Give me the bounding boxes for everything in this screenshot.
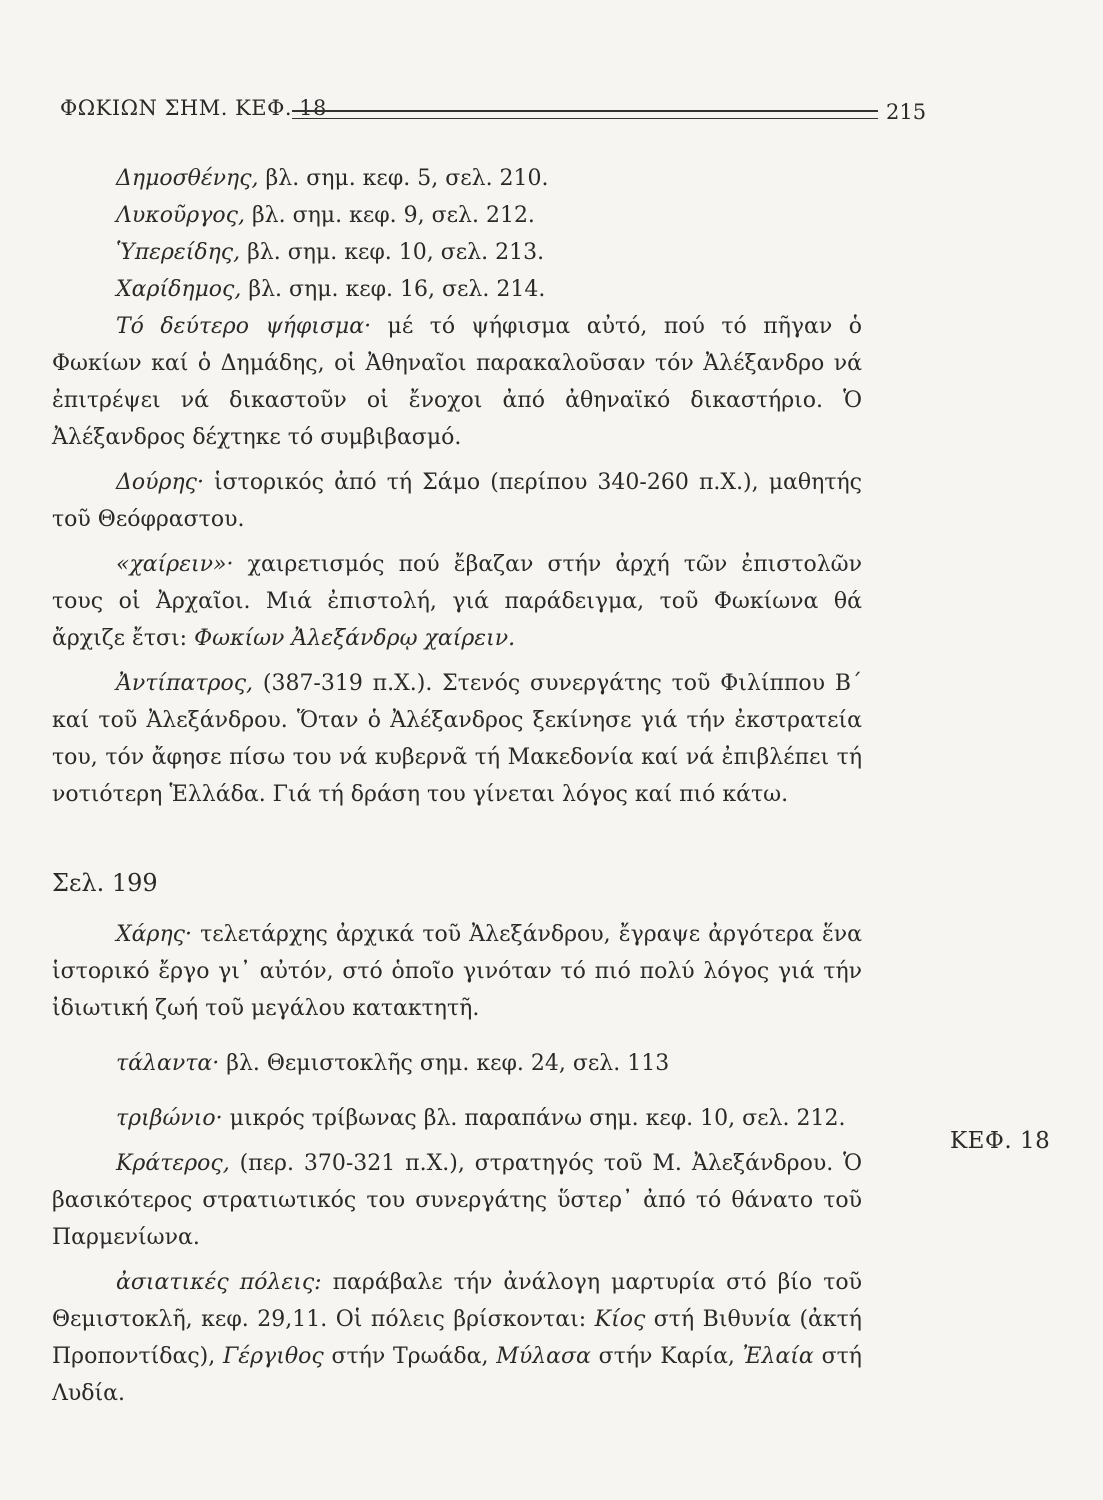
note-entry — [52, 308, 862, 456]
running-title: ΦΩΚΙΩΝ ΣΗΜ. ΚΕΦ. 18 — [60, 96, 327, 120]
note-term: Χαρίδημος, — [116, 277, 242, 302]
header-rule — [292, 110, 878, 119]
note-entry — [52, 464, 862, 538]
note-entry — [52, 271, 862, 308]
note-entry — [52, 665, 862, 813]
page-number: 215 — [886, 100, 927, 124]
note-entry — [52, 1145, 862, 1256]
note-text: βλ. σημ. κεφ. 9, σελ. 212. — [244, 203, 535, 228]
note-term: Χάρης· — [116, 922, 192, 947]
note-text: χαιρετισμός πού ἔβαζαν στήν ἀρχή τῶν ἐπιστολῶν τους οἱ Ἀρχαῖοι. Μιά ἐπιστολή, γιά παράδειγμα, τοῦ Φωκίωνα θά ἄρχιζε ἔτσι: — [52, 552, 862, 651]
note-text: μικρός τρίβωνας βλ. παραπάνω σημ. κεφ. 10, σελ. 212. — [222, 1106, 846, 1131]
note-text: στή Βιθυνία (ἀκτή Προποντίδας), — [52, 1307, 862, 1369]
note-term: τριβώνιο· — [116, 1106, 223, 1131]
note-text: τελετάρχης ἀρχικά τοῦ Ἀλεξάνδρου, ἔγραψε ἀργότερα ἕνα ἱστορικό ἔργο γι᾿ αὐτόν, στό ὁποῖο γινόταν τό πιό πολύ λόγος γιά τήν ἰδιωτική ζωή τοῦ μεγάλου κατακτητῆ. — [52, 922, 862, 1021]
note-text: βλ. Θεμιστοκλῆς σημ. κεφ. 24, σελ. 113 — [219, 1051, 670, 1076]
note-entry — [52, 916, 862, 1027]
note-text: βλ. σημ. κεφ. 10, σελ. 213. — [240, 240, 545, 265]
note-text: (περ. 370-321 π.Χ.), στρατηγός τοῦ Μ. Ἀλεξάνδρου. Ὁ βασικότερος στρατιωτικός του συνεργάτης ὕστερ᾿ ἀπό τό θάνατο τοῦ Παρμενίωνα. — [52, 1151, 862, 1250]
note-quote: Φωκίων Ἀλεξάνδρῳ χαίρειν. — [194, 626, 516, 651]
note-term: τάλαντα· — [116, 1051, 220, 1076]
note-term: Κράτερος, — [116, 1151, 230, 1176]
note-entry — [52, 197, 862, 234]
note-entry — [52, 1100, 862, 1137]
note-term: Δημοσθένης, — [116, 166, 259, 191]
running-header — [60, 96, 927, 136]
note-term: ἀσιατικές πόλεις: — [116, 1270, 322, 1295]
note-text: βλ. σημ. κεφ. 5, σελ. 210. — [258, 166, 549, 191]
note-text: (387-319 π.Χ.). Στενός συνεργάτης τοῦ Φιλίππου Β΄ καί τοῦ Ἀλεξάνδρου. Ὅταν ὁ Ἀλέξανδρος ξεκίνησε γιά τήν ἐκστρατεία του, τόν ἄφησε πίσω του νά κυβερνᾶ τή Μακεδονία καί νά ἐπιβλέπει τή νοτιότερη Ἑλλάδα. Γιά τή δράση του γίνεται λόγος καί πιό κάτω. — [52, 671, 862, 807]
note-entry — [52, 234, 862, 271]
note-term: Τό δεύτερο ψήφισμα· — [116, 314, 372, 339]
note-term: Ὑπερείδης, — [116, 240, 241, 265]
note-text: στή Λυδία. — [52, 1344, 862, 1406]
place-name: Γέργιθος — [223, 1344, 324, 1369]
note-entry — [52, 546, 862, 657]
notes-body — [52, 160, 862, 1412]
note-entry — [52, 160, 862, 197]
note-text: στήν Τρωάδα, — [323, 1344, 497, 1369]
note-text: ἱστορικός ἀπό τή Σάμο (περίπου 340-260 π.Χ.), μαθητής τοῦ Θεόφραστου. — [52, 470, 862, 532]
note-text: στήν Καρία, — [590, 1344, 743, 1369]
note-entry — [52, 1264, 862, 1412]
place-name: Μύλασα — [496, 1344, 591, 1369]
note-term: Λυκοῦργος, — [116, 203, 245, 228]
place-name: Ἐλαία — [742, 1344, 814, 1369]
margin-chapter-label: ΚΕΦ. 18 — [950, 1128, 1051, 1154]
place-name: Κίος — [594, 1307, 646, 1332]
section-title: Σελ. 199 — [52, 869, 158, 897]
note-entry — [52, 1045, 862, 1082]
note-term: Ἀντίπατρος, — [116, 671, 254, 696]
note-text: παράβαλε τήν ἀνάλογη μαρτυρία στό βίο τοῦ Θεμιστοκλῆ, κεφ. 29,11. Οἱ πόλεις βρίσκονται: — [52, 1270, 863, 1332]
note-term: Δούρης· — [116, 470, 204, 495]
note-term: «χαίρειν»· — [116, 552, 234, 577]
note-text: μέ τό ψήφισμα αὐτό, πού τό πῆγαν ὁ Φωκίων καί ὁ Δημάδης, οἱ Ἀθηναῖοι παρακαλοῦσαν τόν Ἀλέξανδρο νά ἐπιτρέψει νά δικαστοῦν οἱ ἔνοχοι ἀπό ἀθηναϊκό δικαστήριο. Ὁ Ἀλέξανδρος δέχτηκε τό συμβιβασμό. — [52, 314, 862, 450]
note-text: βλ. σημ. κεφ. 16, σελ. 214. — [241, 277, 546, 302]
